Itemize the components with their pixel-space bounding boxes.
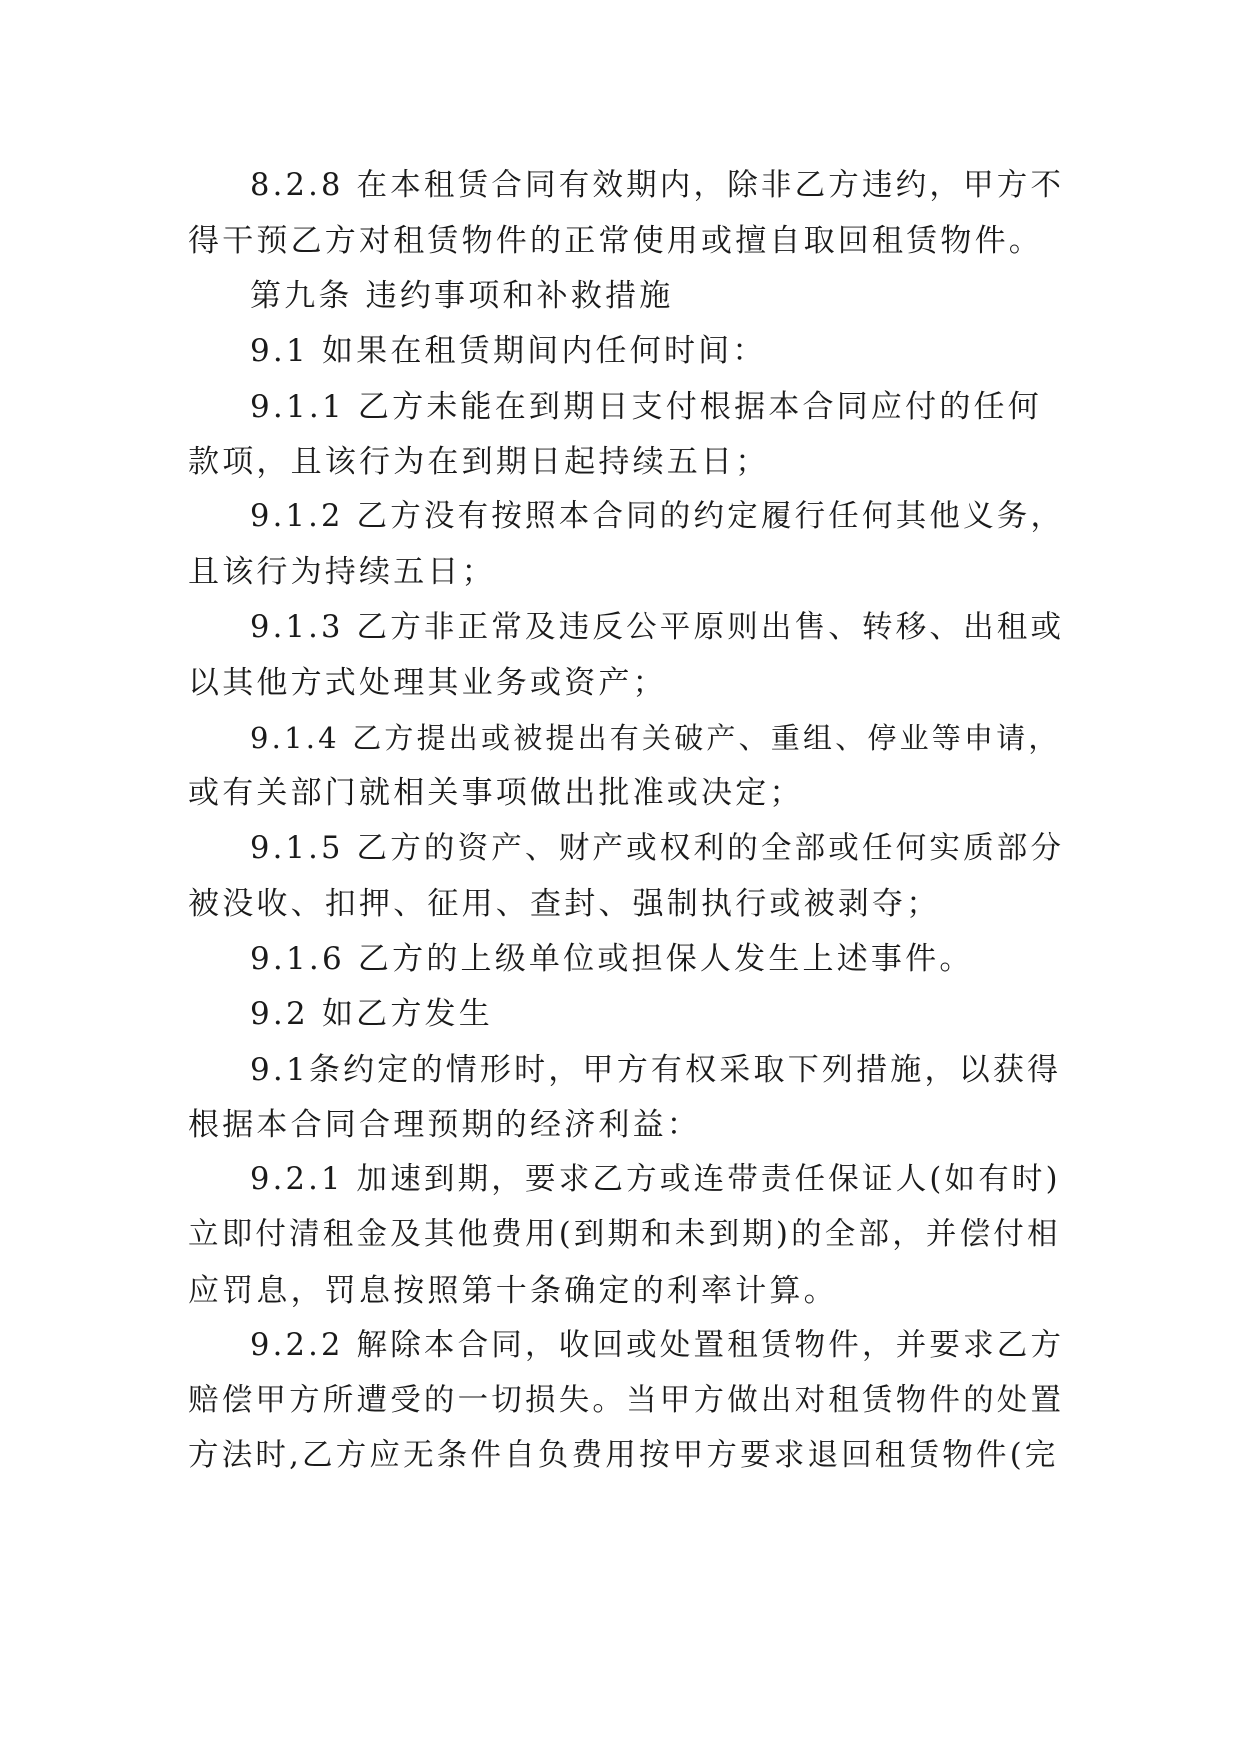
clause-9-1-3-line-1: 9.1.3 乙方非正常及违反公平原则出售、转移、出租或: [250, 610, 1065, 645]
clause-9-1-5-line-2: 被没收、扣押、征用、查封、强制执行或被剥夺；: [188, 886, 941, 922]
clause-8-2-8-line-1: 8.2.8 在本租赁合同有效期内，除非乙方违约，甲方不: [250, 168, 1065, 203]
clause-9-2-2-line-3: 方法时,乙方应无条件自负费用按甲方要求退回租赁物件(完: [188, 1438, 1059, 1473]
clause-9-2-line: 9.2 如乙方发生: [250, 996, 493, 1032]
clause-9-2-cont-line-2: 根据本合同合理预期的经济利益：: [188, 1107, 701, 1143]
clause-9-1-line: 9.1 如果在租赁期间内任何时间：: [250, 333, 767, 369]
clause-9-2-2-line-1: 9.2.2 解除本合同，收回或处置租赁物件，并要求乙方: [250, 1328, 1065, 1363]
clause-9-2-1-line-2: 立即付清租金及其他费用(到期和未到期)的全部，并偿付相: [188, 1217, 1061, 1252]
clause-9-1-2-line-1: 9.1.2 乙方没有按照本合同的约定履行任何其他义务，: [250, 499, 1065, 534]
clause-9-2-cont-line-1: 9.1条约定的情形时，甲方有权采取下列措施，以获得: [250, 1052, 1062, 1088]
clause-9-2-1-line-1: 9.2.1 加速到期，要求乙方或连带责任保证人(如有时): [250, 1162, 1061, 1197]
article-9-heading: 第九条 违约事项和补救措施: [250, 278, 674, 314]
clause-9-1-6-line: 9.1.6 乙方的上级单位或担保人发生上述事件。: [250, 941, 974, 977]
clause-8-2-8-line-2: 得干预乙方对租赁物件的正常使用或擅自取回租赁物件。: [188, 223, 1043, 259]
clause-9-1-2-line-2: 且该行为持续五日；: [188, 554, 496, 590]
clause-9-1-4-line-1: 9.1.4 乙方提出或被提出有关破产、重组、停业等申请，: [250, 721, 1061, 755]
clause-9-1-3-line-2: 以其他方式处理其业务或资产；: [188, 665, 667, 701]
clause-9-1-1-line-1: 9.1.1 乙方未能在到期日支付根据本合同应付的任何: [250, 389, 1042, 425]
clause-9-1-4-line-2: 或有关部门就相关事项做出批准或决定；: [188, 775, 804, 811]
clause-9-2-2-line-2: 赔偿甲方所遭受的一切损失。当甲方做出对租赁物件的处置: [188, 1383, 1065, 1418]
clause-9-1-5-line-1: 9.1.5 乙方的资产、财产或权利的全部或任何实质部分: [250, 831, 1065, 866]
clause-9-2-1-line-3: 应罚息，罚息按照第十条确定的利率计算。: [188, 1273, 838, 1309]
clause-9-1-1-line-2: 款项，且该行为在到期日起持续五日；: [188, 444, 770, 480]
